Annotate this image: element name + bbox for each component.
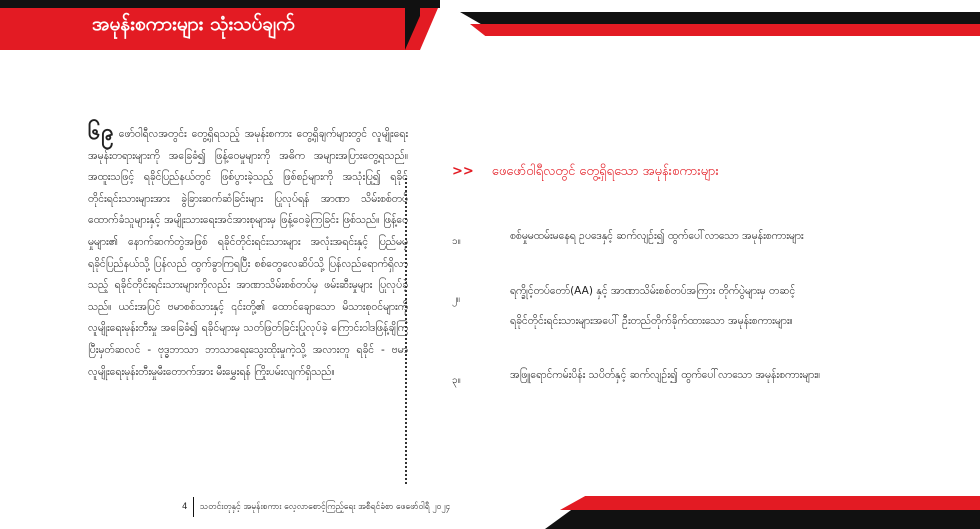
decor-stripe-top-red [470, 24, 980, 36]
list-item-number: ၁။ [452, 236, 461, 247]
footer-divider [193, 497, 194, 517]
decor-stripe-top-black [460, 12, 980, 24]
section-heading [452, 163, 719, 182]
intro-paragraph-text: ဖော်ဝါရီလအတွင်း တွေ့ရှိရသည့် အမုန်းစကား တွေ့ရှိချက်များတွင် လူမျိုးရေး အမုန်းတရားများကို အခြေခံ၍ ဖြန့်ဝေမှုများကို အဓိက အများအပြားတွေ့ရသည်။ အထူးသဖြင့် ရခိုင်ပြည်နယ်တွင် ဖြစ်ပွားခဲ့သည့် ဖြစ်စဉ်များကို အသုံးပြု၍ ရခိုင်တိုင်းရင်းသားများအား ခွဲခြားဆက်ဆံခြင်းများ ပြုလုပ်ရန် အာဏာ သိမ်းစစ်တပ် ထောက်ခံသူများနှင့် အမျိုးသားရေးအင်အားစုများမှ ဖြန့်ဝေခဲ့ကြခြင်း ဖြစ်သည်။ ဖြန့်ဝေမှုများ၏ နောက်ဆက်တွဲအဖြစ် ရခိုင်တိုင်းရင်းသားများ အလုံးအရင်းနှင့် ပြည်မမှ ရခိုင်ပြည်နယ်သို့ ပြန်လည် ထွက်ခွာကြရပြီး စစ်တွေလေဆိပ်သို့ ပြန်လည်ရောက်ရှိလာသည့် ရခိုင်တိုင်းရင်းသားများကိုလည်း အာဏာသိမ်းစစ်တပ်မှ ဖမ်းဆီးမှုများ ပြုလုပ်ခဲ့သည်။ ယင်းအပြင် ဗမာစစ်သားနှင့် ၎င်းတို့၏ ထောင်ချောသော မိသားစုဝင်များကို လူမျိုးရေးမုန်းတီးမှု အခြေခံ၍ ရခိုင်များမှ သတ်ဖြတ်ခြင်းပြုလုပ်ခဲ့ ကြောင်းဝါဒဖြန့်ချိကြပြီးမှတ်ဆလင် - ဗုဒ္ဓဘာသာ ဘာသာရေးသွေးထိုးမှုကဲ့သို့ အလားတူ ရခိုင် - ဗမာ လူမျိုးရေးမုန်းတီးမှုမီးတောက်အား မီးမွှေးရန် ကြိုးပမ်းလျက်ရှိသည်။ [88, 128, 408, 378]
list-item-text: အဖြူရောင်ကမ်းပိန်း သပိတ်နှင့် ဆက်လျဉ်း၍ ထွက်ပေါ်လာသော အမုန်းစကားများ။ [510, 369, 821, 381]
dotted-divider [405, 178, 407, 484]
decor-stripe-bottom-red [560, 496, 980, 510]
list-item-text: စစ်မှုမထမ်းမနေရ ဥပဒေနှင့် ဆက်လျဉ်း၍ ထွက်ပေါ်လာသော အမုန်းစကားများ [510, 230, 804, 242]
intro-paragraph [88, 122, 408, 383]
lead-numeral: ၆၉ [88, 120, 115, 145]
footer-text: သတင်းတုနှင့် အမုန်းစကား လေ့လာစောင့်ကြည့်ရေး အစီရင်ခံစာ ဖေဖော်ဝါရီ ၂၀၂၄ [200, 502, 451, 512]
page-number: 4 [182, 502, 188, 512]
header-banner-edge [0, 0, 440, 8]
header-banner-slant-red [420, 8, 438, 50]
list-item-text-continued: ရခိုင်တိုင်းရင်းသားများအပေါ် ဦးတည်တိုက်ခိုက်ထားသော အမုန်းစကားများ။ [510, 315, 793, 327]
list-item-number: ၂။ [452, 294, 460, 305]
section-heading-text: ဖေဖော်ဝါရီလတွင် တွေ့ရှိရသော အမုန်းစကားများ [491, 164, 719, 179]
page-title: အမုန်းစကားများ သုံးသပ်ချက် [92, 13, 295, 35]
decor-stripe-bottom-black [545, 510, 980, 529]
list-item-number: ၃။ [452, 375, 461, 386]
section-heading-marker: >> [452, 164, 474, 179]
list-item-text: ရက္ခိုင့်တပ်တော်(AA) နှင့် အာဏာသိမ်းစစ်တပ်အကြား တိုက်ပွဲများမှ တဆင့် [510, 285, 796, 297]
